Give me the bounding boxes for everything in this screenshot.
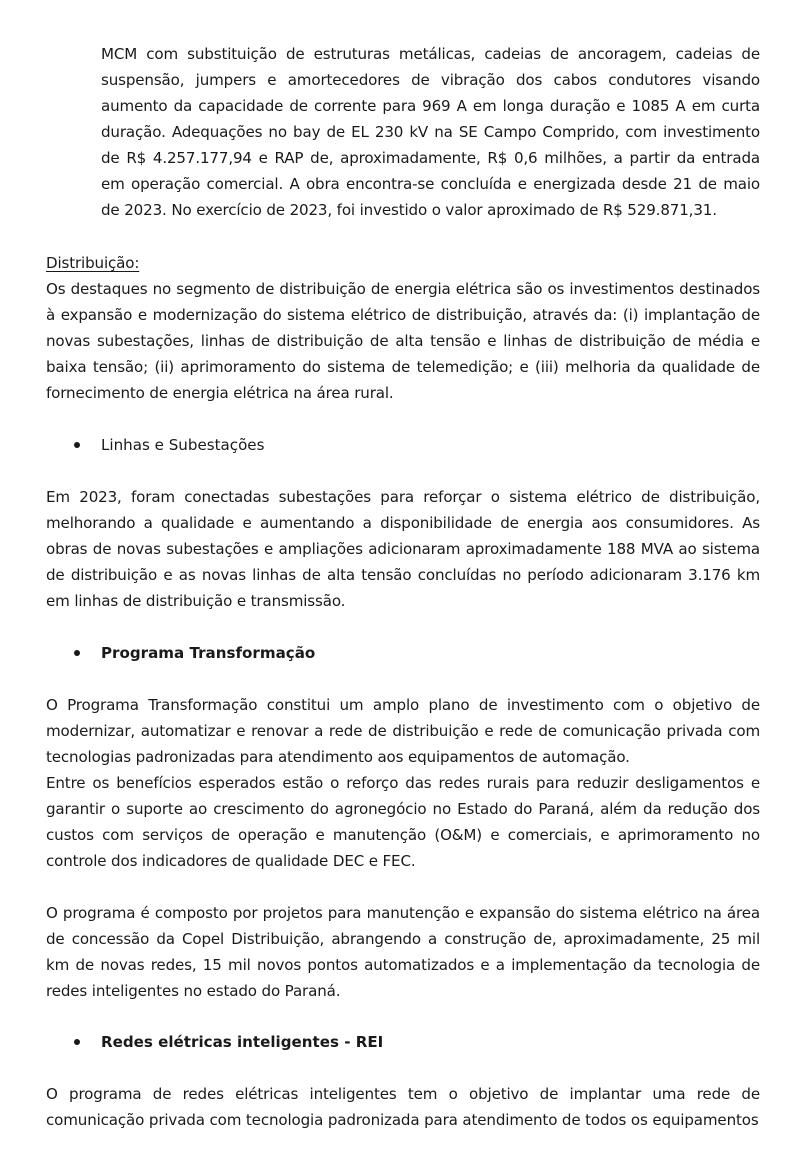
- bullet-item-transformation: [74, 640, 315, 666]
- section-paragraph: Os destaques no segmento de distribuição de energia elétrica são os investimentos destinados à expansão e modernização do sistema elétrico de distribuição, através da: (i) implantação de novas subestações, linhas de distribuição de alta tensão e linhas de distribuição de média e baixa tensão; (ii) aprimoramento do sistema de telemedição; e (iii) melhoria da qualidade de fornecimento de energia elétrica na área rural.: [46, 280, 760, 402]
- bullet-icon: [74, 1039, 80, 1045]
- intro-paragraph: MCM com substituição de estruturas metálicas, cadeias de ancoragem, cadeias de suspensão, jumpers e amortecedores de vibração dos cabos condutores visando aumento da capacidade de corrente para 969 A em longa duração e 1085 A em curta duração. Adequações no bay de EL 230 kV na SE Campo Comprido, com investimento de R$ 4.257.177,94 e RAP de, aproximadamente, R$ 0,6 milhões, a partir da entrada em operação comercial. A obra encontra-se concluída e energizada desde 21 de maio de 2023. No exercício de 2023, foi investido o valor aproximado de R$ 529.871,31.: [101, 45, 760, 219]
- bullet-icon: [74, 650, 80, 656]
- bullet-item-smart-grids: [74, 1029, 383, 1055]
- bullet-item-lines: [74, 432, 264, 458]
- paragraph-transformation-benefits: Entre os benefícios esperados estão o reforço das redes rurais para reduzir desligamentos e garantir o suporte ao crescimento do agronegócio no Estado do Paraná, além da redução dos custos com serviços de operação e manutenção (O&M) e comerciais, e aprimoramento no controle dos indicadores de qualidade DEC e FEC.: [46, 774, 760, 870]
- paragraph-program-composition: O programa é composto por projetos para manutenção e expansão do sistema elétrico na área de concessão da Copel Distribuição, abrangendo a construção de, aproximadamente, 25 mil km de novas redes, 15 mil novos pontos automatizados e a implementação da tecnologia de redes inteligentes no estado do Paraná.: [46, 904, 760, 1000]
- bullet-label: Redes elétricas inteligentes - REI: [101, 1033, 384, 1051]
- bullet-icon: [74, 442, 80, 448]
- paragraph-smart-grids: O programa de redes elétricas inteligentes tem o objetivo de implantar uma rede de comunicação privada com tecnologia padronizada para atendimento de todos os equipamentos: [46, 1085, 760, 1129]
- section-heading-wrap: [46, 250, 760, 276]
- paragraph-transformation-intro: O Programa Transformação constitui um amplo plano de investimento com o objetivo de modernizar, automatizar e renovar a rede de distribuição e rede de comunicação privada com tecnologias padronizadas para atendimento aos equipamentos de automação.: [46, 696, 760, 766]
- paragraph-lines-substations: Em 2023, foram conectadas subestações para reforçar o sistema elétrico de distribuição, melhorando a qualidade e aumentando a disponibilidade de energia aos consumidores. As obras de novas subestações e ampliações adicionaram aproximadamente 188 MVA ao sistema de distribuição e as novas linhas de alta tensão concluídas no período adicionaram 3.176 km em linhas de distribuição e transmissão.: [46, 488, 760, 610]
- bullet-label: Linhas e Subestações: [101, 436, 265, 454]
- bullet-label: Programa Transformação: [101, 644, 316, 662]
- section-heading: Distribuição:: [46, 254, 140, 272]
